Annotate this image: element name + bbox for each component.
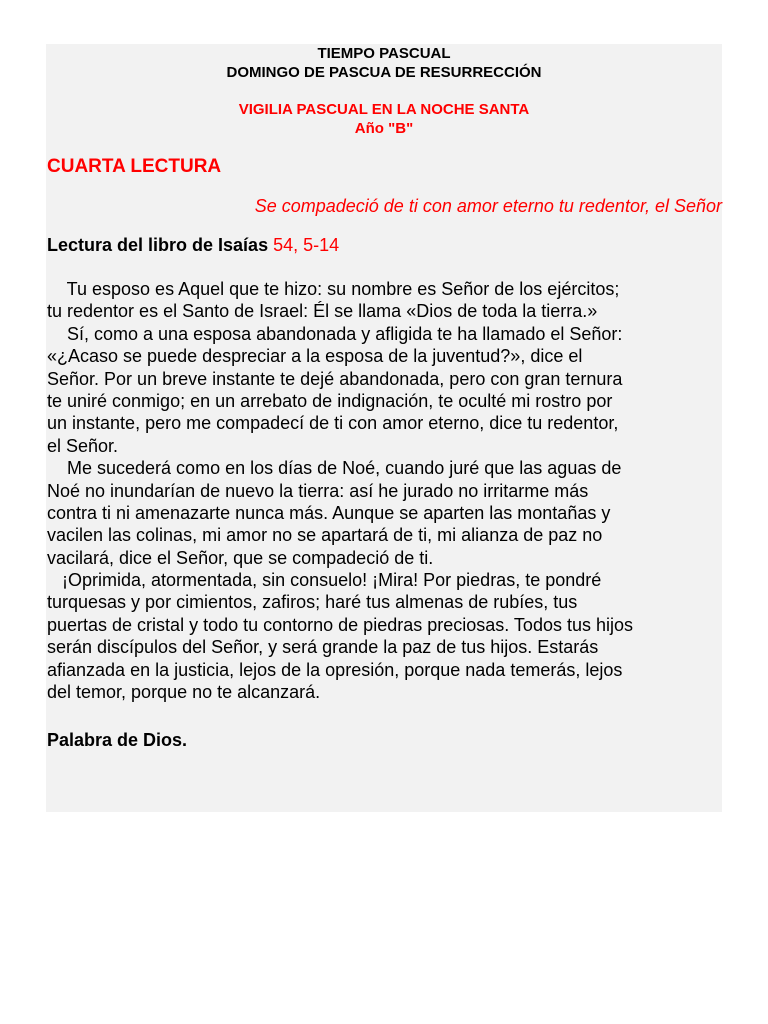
body-line: Noé no inundarían de nuevo la tierra: así he jurado no irritarme más [47,480,589,501]
body-line: del temor, porque no te alcanzará. [47,682,321,703]
body-line: Tu esposo es Aquel que te hizo: su nombre es Señor de los ejércitos; [47,279,620,299]
reading-subtitle: Se compadeció de ti con amor eterno tu redentor, el Señor [254,196,722,216]
body-line: serán discípulos del Señor, y será grande la paz de tus hijos. Estarás [47,637,599,658]
reading-book-label: Lectura del libro de Isaías [47,235,269,255]
body-line: te uniré conmigo; en un arrebato de indignación, te oculté mi rostro por [47,390,613,411]
body-line: «¿Acaso se puede despreciar a la esposa de la juventud?», dice el [47,346,583,367]
body-line: Me sucederá como en los días de Noé, cuando juré que las aguas de [47,458,622,479]
body-line: vacilará, dice el Señor, que se compadeció de ti. [47,547,434,568]
body-line: Señor. Por un breve instante te dejé abandonada, pero con gran ternura [47,368,623,389]
body-line: puertas de cristal y todo tu contorno de piedras preciosas. Todos tus hijos [47,614,634,635]
body-line: vacilen las colinas, mi amor no se apartará de ti, mi alianza de paz no [47,525,603,546]
sunday-heading: DOMINGO DE PASCUA DE RESURRECCIÓN [226,64,542,81]
reading-body [47,278,723,703]
body-line: el Señor. [47,435,119,456]
body-line: afianzada en la justicia, lejos de la opresión, porque nada temerás, lejos [47,659,623,680]
body-line: ¡Oprimida, atormentada, sin consuelo! ¡Mira! Por piedras, te pondré [47,570,602,591]
body-line: un instante, pero me compadecí de ti con amor eterno, dice tu redentor, [47,413,619,434]
section-title: CUARTA LECTURA [47,156,222,177]
closing-phrase: Palabra de Dios. [47,730,188,750]
year-heading: Año "B" [354,120,414,137]
season-heading: TIEMPO PASCUAL [317,45,451,62]
reading-title [47,234,339,256]
body-line: tu redentor es el Santo de Israel: Él se llama «Dios de toda la tierra.» [47,301,598,322]
body-line: contra ti ni amenazarte nunca más. Aunque se aparten las montañas y [47,502,611,523]
document-page [46,44,722,812]
body-line: turquesas y por cimientos, zafiros; haré tus almenas de rubíes, tus [47,592,578,613]
body-line: Sí, como a una esposa abandonada y afligida te ha llamado el Señor: [47,323,623,344]
vigil-heading: VIGILIA PASCUAL EN LA NOCHE SANTA [238,101,530,118]
reading-citation: 54, 5-14 [273,235,340,255]
